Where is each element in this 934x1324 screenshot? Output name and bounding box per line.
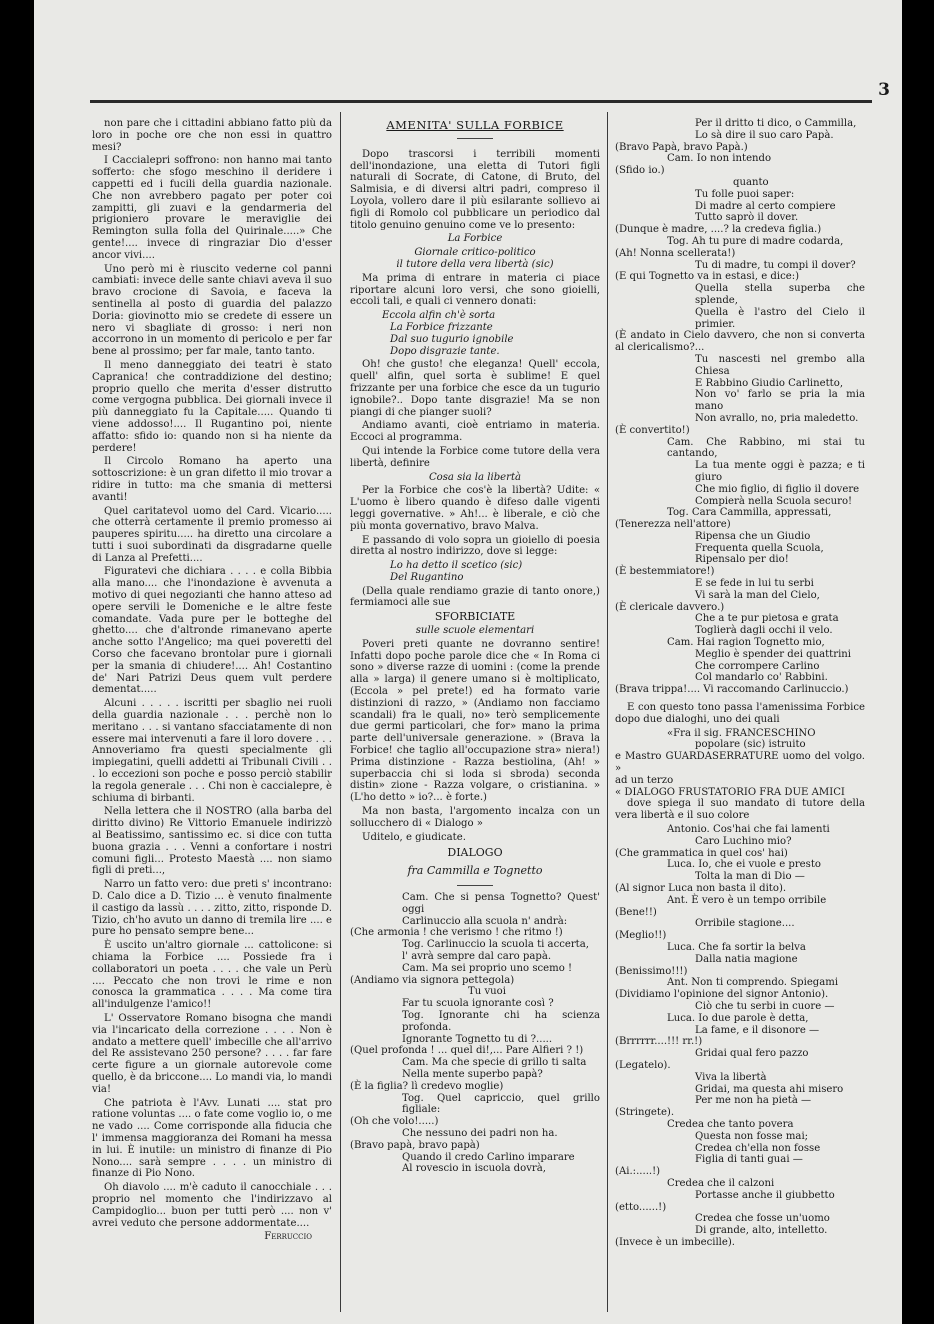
dialogue-line: Credea che tanto povera — [667, 1118, 794, 1130]
dialogue-line: (Meglio!!) — [615, 930, 667, 942]
paragraph: Uno però mi è riuscito vederne col panni cambiati: invece delle sante chiavi aveva il suo bravo crocione di Savoia, e faceva la sentinella al posto di guardia del palazzo Doria: giovinotto mio se credete di essere un nero vi sbagliate di grosso: i neri non accorrono in un momento di pericolo e per far bene al prossimo; per far male, tanto tanto. — [92, 263, 332, 358]
article-heading: AMENITA' SULLA FORBICE — [386, 118, 564, 132]
dialogue-line: Tu di madre, tu compi il dover? — [695, 259, 856, 271]
dialogue-line: Luca. Io, che ei vuole e presto — [667, 859, 821, 871]
dialogue-line: Non vo' farlo se pria la mia mano — [695, 389, 865, 413]
title-line: il tutore della vera libertà (sic) — [396, 258, 554, 270]
dialogue-line: Che corrompere Carlino — [695, 660, 820, 672]
dialogue-line: Orribile stagione.... — [695, 918, 795, 930]
paragraph: È uscito un'altro giornale ... cattolicone: si chiama la Forbice .... Possiede fra i collaboratori un poeta . . . . che vale un Perù .... Peccato che non trovi le rime e non conosca la grammatica . . . . Ma come tira all'indulgenze l'amico!! — [92, 940, 332, 1011]
paragraph: Oh! che gusto! che eleganza! Quell' eccola, quell' alfin, quel sorta è sublime! E quel frizzante per una forbice che esce da un tugurio ignobile?.. Dopo tante disgrazie! Ma se non piangi di che pianger suoli? — [350, 359, 600, 418]
dialogue-line: Antonio. Cos'hai che fai lamenti — [667, 824, 830, 836]
paragraph: Quel caritatevol uomo del Card. Vicario..... che otterrà certamente il premio promesso ai pauperes spiritu..... ha diretto una circolare a tutti i suoi subordinati da disgradarne quelle di Lanza al Prefetti.... — [92, 505, 332, 564]
paragraph: E con questo tono passa l'amenissima Forbice dopo due dialoghi, uno dei quali — [615, 702, 865, 725]
dialogue-line: Ciò che tu serbi in cuore — — [695, 1000, 835, 1012]
dialogue-line: Ignorante Tognetto tu di ?..... — [402, 1033, 553, 1045]
paragraph: E passando di volo sopra un gioiello di poesia diretta al nostro indirizzo, dove si legge: — [350, 534, 600, 558]
verse-line: Eccola alfin ch'è sorta — [382, 310, 496, 322]
dialogue-line: Quando il credo Carlino imparare — [402, 1151, 575, 1163]
section-heading: DIALOGO — [447, 846, 503, 860]
dialogue-line: Tog. Cara Cammilla, appressati, — [667, 507, 832, 519]
dialogue-line: Che nessuno dei padri non ha. — [402, 1127, 558, 1139]
dialogue-line: (Legatelo). — [615, 1059, 671, 1071]
paragraph: Ma non basta, l'argomento incalza con un sollucchero di « Dialogo » — [350, 806, 600, 829]
dialogue-line: Gridai, ma questa ahi misero — [695, 1083, 844, 1095]
intro-paragraph: Dopo trascorsi i terribili momenti dell'inondazione, una eletta di Tutori figli naturali di Socrate, di Catone, di Bruto, del Salmisia, e di diversi altri padri, compreso il Loyola, vollero dare il più esilarante sollievo ai figli di Romolo col pubblicare un periodico dal titolo genuino genuino come ve lo presento: — [350, 148, 600, 231]
dialogue-line: (È convertito!) — [615, 424, 690, 436]
dialogue-line: Credea ch'ella non fosse — [695, 1142, 821, 1154]
dialogue-line: (Dividiamo l'opinione del signor Antonio). — [615, 989, 829, 1001]
dialogue-line: Per il dritto ti dico, o Cammilla, — [695, 118, 857, 129]
dialogue-line: (Invece è un imbecille). — [615, 1236, 736, 1248]
dialogue-line: (Dunque è madre, ....? la credeva figlia.) — [615, 224, 822, 236]
dialogue-line: Toglierà dagli occhi il velo. — [695, 625, 833, 637]
subheading: sulle scuole elementari — [415, 625, 535, 637]
second-dialogue — [615, 824, 865, 1249]
dialogue-line: Tu vuoi — [468, 986, 506, 998]
subheading: Cosa sia la libertà — [428, 471, 522, 483]
dialogue-line: Che a te pur pietosa e grata — [695, 613, 839, 625]
paragraph: L' Osservatore Romano bisogna che mandi via l'incaricato della correzione . . . . Non è andato a mettere quell' imbecille che all'arrivo del Re assistevano 250 persone? . . . . far fare certe figure a un giornale autorevole come quello, è da briccone.... Lo mandi via, lo mandi via! — [92, 1012, 332, 1095]
paragraph: Alcuni . . . . . iscritti per sbaglio nei ruoli della guardia nazionale . . . perchè non lo meritano . . . si vantano sfacciatamente di non essere mai intervenuti a fare il loro dovere . . . Annoveriamo fra questi specialmente gli impiegatini, quelli addetti ai Tribunali Civili . . . lo eccezioni son poche e posso perciò stabilir la regola generale . . . Chi non è caccialepre, è schiuma di birbanti. — [92, 698, 332, 804]
dialogue-line: Di madre al certo compiere — [695, 200, 836, 212]
dialogue-line: (È bestemmiatore!) — [615, 566, 715, 578]
header-rule — [90, 100, 872, 103]
title-line: e Mastro GUARDASERRATURE uomo del volgo. » — [615, 751, 865, 775]
dialogue-line: Compierà nella Scuola securo! — [695, 495, 853, 507]
title-line: ad un terzo — [615, 774, 674, 786]
paragraph: (Della quale rendiamo grazie di tanto onore,) fermiamoci alle sue — [350, 585, 600, 609]
dialogue-line: Vi sarà la man del Cielo, — [695, 589, 820, 601]
paragraph: Andiamo avanti, cioè entriamo in materia. Eccoci al programma. — [350, 420, 600, 444]
dialogue-line: Quella è l'astro del Cielo il primier. — [695, 306, 865, 330]
dialogue-lines — [350, 892, 600, 1175]
dialogue-line: Portasse anche il giubbetto — [695, 1189, 835, 1201]
column-2 — [350, 118, 600, 1318]
signature: Ferruccio — [264, 1231, 312, 1243]
column-divider-1 — [340, 112, 341, 1312]
verse-line: Dal suo tugurio ignobile — [390, 333, 514, 345]
dialogue-line: La tua mente oggi è pazza; e ti giuro — [695, 460, 865, 483]
dialogue-line: Per me non ha pietà — — [695, 1095, 812, 1107]
paragraph: Ma prima di entrare in materia ci piace riportare alcuni loro versi, che sono gioielli, eccoli tali, e quali ci vennero donati: — [350, 272, 600, 308]
dialogue-line: Cam. Hai ragion Tognetto mio, — [667, 637, 825, 649]
dialogue-line: Tu folle puoi saper: — [695, 188, 795, 200]
dialogue-line: (Sfido io.) — [615, 165, 665, 177]
dialogue-line: Tolta la man di Dio — — [695, 871, 805, 883]
dialogue-line: (E qui Tognetto va in estasi, e dice:) — [615, 271, 800, 283]
paragraph: Per la Forbice che cos'è la libertà? Udite: « L'uomo è libero quando è difeso dalle vigenti leggi governative. » Ah!... è liberale, e ciò che più monta governativo, bravo Malva. — [350, 485, 600, 532]
paragraph: Il Circolo Romano ha aperto una sottoscrizione: è un gran difetto il mio trovar a ridire in tutto: ma che smania di mettersi avanti! — [92, 456, 332, 503]
dialogue-line: quanto — [733, 176, 769, 188]
paragraph: Oh diavolo .... m'è caduto il canocchiale . . . proprio nel momento che l'indirizzavo al Campidoglio... buon per tutti però .... non v' avrei veduto che persone addormentate.... — [92, 1182, 332, 1229]
dialogue-line: (Tenerezza nell'attore) — [615, 519, 731, 531]
dialogue-line: Cam. Che si pensa Tognetto? Quest' oggi — [402, 892, 600, 915]
dialogue-line: (Che grammatica in quel cos' hai) — [615, 847, 788, 859]
dialogue-line: Tog. Ignorante chi ha scienza profonda. — [402, 1009, 600, 1033]
paragraph: dove spiega il suo mandato di tutore della vera libertà e il suo colore — [615, 798, 865, 822]
title-line: Giornale critico-politico — [414, 247, 536, 259]
dialogue-line: Col mandarlo co' Rabbini. — [695, 672, 828, 684]
dialogue-line: Luca. Io due parole è detta, — [667, 1012, 809, 1024]
dialogue-line: (Benissimo!!!) — [615, 965, 688, 977]
dialogue-line: La fame, e il disonore — — [695, 1024, 820, 1036]
dialogue-titles — [615, 728, 865, 799]
dialogue-line: Nella mente superbo papà? — [402, 1068, 543, 1080]
title-line: La Forbice — [447, 233, 503, 245]
dialogue-continued — [615, 118, 865, 696]
dialogue-line: Meglio è spender dei quattrini — [695, 648, 852, 660]
dialogue-line: Quella stella superba che splende, — [695, 283, 865, 306]
dialogue-line: (Bene!!) — [615, 906, 657, 918]
dialogue-line: (Quel profonda ! ... quel di!,... Pare Alfieri ? !) — [350, 1045, 584, 1057]
column-1-body — [92, 118, 332, 1229]
dialogue-line: (etto......!) — [615, 1201, 667, 1213]
dialogue-line: Dalla natia magione — [695, 953, 798, 965]
dialogue-line: Cam. Ma che specie di grillo ti salta — [402, 1057, 587, 1069]
heading-rule — [457, 138, 493, 139]
dialogue-line: (È andato in Cielo davvero, che non si converta al clericalismo?... — [615, 330, 865, 354]
dialogue-line: (Che armonia ! che verismo ! che ritmo !) — [350, 927, 563, 939]
title-line: « DIALOGO FRUSTATORIO FRA DUE AMICI — [615, 786, 845, 798]
dialogue-line: Credea che il calzoni — [667, 1177, 775, 1189]
dialogue-line: Che mio figlio, di figlio il dovere — [695, 483, 860, 495]
dialogue-line: E Rabbino Giudio Carlinetto, — [695, 377, 844, 389]
column-1 — [92, 118, 332, 1318]
paragraph: Che patriota è l'Avv. Lunati .... stat pro ratione voluntas .... o fate come voglio io, o me ne vado .... Come corrisponde alla fiducia che l' immensa maggioranza dei Romani ha messa in lui. È inutile: un ministro di finanze di Pio Nono.... sarà sempre . . . . un ministro di finanze di Pio Nono. — [92, 1097, 332, 1180]
paragraph: non pare che i cittadini abbiano fatto più da loro in poche ore che non essi in quattro mesi? — [92, 118, 332, 153]
dialogue-line: (Oh che volo!.....) — [350, 1116, 439, 1128]
dialogue-line: Gridai qual fero pazzo — [695, 1048, 809, 1060]
paragraph: I Caccialepri soffrono: non hanno mai tanto sofferto: che sfogo meschino il deridere i cappetti ed i fucili della guardia nazionale. Che non avrebbero pagato per poter coi zampitti, gli zuavi e la gendarmeria del prigioniero provare le meraviglie dei Remington sulla folla del Quirinale.....» Che gente!.... invece di ringraziar Dio d'esser ancor vivi.... — [92, 155, 332, 261]
section-heading: SFORBICIATE — [434, 610, 516, 624]
page-number: 3 — [878, 80, 890, 100]
dialogue-line: Tog. Carlinuccio la scuola ti accerta, — [402, 939, 589, 951]
dialogue-line: Tu nascesti nel grembo alla Chiesa — [695, 353, 865, 377]
subheading: fra Cammilla e Tognetto — [407, 864, 543, 878]
paragraph: Uditelo, e giudicate. — [362, 831, 466, 843]
dialogue-line: (Ai.:.....!) — [615, 1166, 661, 1178]
dialogue-line: Carlinuccio alla scuola n' andrà: — [402, 915, 568, 927]
dialogue-line: Tog. Quel capriccio, quel grillo figliale: — [402, 1092, 600, 1116]
dialogue-line: Frequenta quella Scuola, — [695, 542, 824, 554]
dialogue-line: Ant. È vero è un tempo orribile — [667, 894, 827, 906]
dialogue-line: Far tu scuola ignorante così ? — [402, 998, 554, 1010]
dialogue-line: (Stringete). — [615, 1107, 675, 1119]
dialogue-line: (Ah! Nonna scellerata!) — [615, 247, 736, 259]
dialogue-line: Luca. Che fa sortir la belva — [667, 941, 806, 953]
title-line: popolare (sic) istruito — [695, 739, 806, 751]
dialogue-line: Tutto saprò il dover. — [695, 212, 799, 224]
dialogue-line: Viva la libertà — [695, 1071, 767, 1083]
column-3 — [615, 118, 865, 1318]
title-line: «Fra il sig. FRANCESCHINO — [667, 727, 816, 739]
dialogue-line: Ripensa che un Giudio — [695, 530, 811, 542]
dialogue-line: Credea che fosse un'uomo — [695, 1213, 830, 1225]
paragraph: Nella lettera che il NOSTRO (alla barba del diritto divino) Re Vittorio Emanuele indirizzò al Beatissimo, santissimo ec. si dice con tutta buona grazia . . . Venni a confortare i nostri comuni figli... Protesto Maestà .... non siamo figli di preti..., — [92, 806, 332, 877]
verse-line: La Forbice frizzante — [390, 321, 493, 333]
paragraph: Narro un fatto vero: due preti s' incontrano: D. Calo dice a D. Tizio ... è venuto finalmente il castigo da lassù . . . . zitto, zitto, risponde D. Tizio, ch'ho avuto un danno di tremila lire .... e pure ho pensato sempre bene... — [92, 879, 332, 938]
verse-line: Dopo disgrazie tante. — [390, 345, 500, 357]
dialogue-line: Figlia di tanti guai — — [695, 1154, 803, 1166]
dialogue-line: Al rovescio in iscuola dovrà, — [402, 1163, 546, 1175]
dialogue-line: (È la figlia? lì credevo moglie) — [350, 1080, 504, 1092]
quote-line: Del Rugantino — [390, 571, 464, 583]
paragraph: Poveri preti quante ne dovranno sentire! Infatti dopo poche parole dice che « In Roma ci sono » diverse razze di uomini : (come la prende alla » larga) il genere umano si è moltiplicato, (Eccola » pel prete!) ed ha formato varie distinzioni di razzo, » (Andiamo non facciamo scandali) fra le quali, no» terò semplicemente due germi particolari, che for» mano la prima parte dell'universale generazione. » (Brava la Forbice! che taglio all'occupazione stra» niera!) Prima distinzione - Razza bestiolina, (Ah! » superbaccia chi si loda si sbroda) seconda distin» zione - Razza volgare, o cristianina. » (L'ho detto » io?... è forte.) — [350, 638, 600, 804]
dialogue-line: Non avrallo, no, pria maledetto. — [695, 412, 859, 424]
dialogue-line: Tog. Ah tu pure di madre codarda, — [667, 235, 844, 247]
column-divider-2 — [607, 112, 608, 1312]
dialogue-line: Di grande, alto, intelletto. — [695, 1225, 828, 1237]
newspaper-page — [34, 0, 902, 1324]
dialogue-line: Caro Luchino mio? — [695, 835, 792, 847]
dialogue-line: l' avrà sempre dal caro papà. — [402, 951, 552, 962]
dialogue-line: (Brava trippa!.... Vi raccomando Carlinuccio.) — [615, 684, 849, 696]
dialogue-line: (Bravo Papà, bravo Papà.) — [615, 141, 748, 153]
dialogue-rule — [457, 885, 493, 886]
dialogue-line: Lo sà dire il suo caro Papà. — [695, 129, 834, 141]
dialogue-line: Cam. Ma sei proprio uno scemo ! — [402, 962, 573, 974]
paragraph: Qui intende la Forbice come tutore della vera libertà, definire — [350, 445, 600, 469]
dialogue-line: Ant. Non ti comprendo. Spiegami — [667, 977, 839, 989]
dialogue-line: Ripensalo per dio! — [695, 554, 789, 566]
dialogue-line: Cam. Che Rabbino, mi stai tu cantando, — [667, 436, 865, 460]
dialogue-line: (È clericale davvero.) — [615, 601, 725, 613]
dialogue-line: (Andiamo via signora pettegola) — [350, 974, 515, 986]
dialogue-line: E se fede in lui tu serbi — [695, 578, 814, 590]
dialogue-line: (Bravo papà, bravo papà) — [350, 1139, 480, 1151]
paragraph: Figuratevi che dichiara . . . . e colla Bibbia alla mano.... che l'inondazione è avvenuta a motivo di quei negozianti che hanno atteso ad opere servili le Domeniche e le altre feste comandate. Vada pure per le botteghe del ghetto.... che d'altronde rimanevano aperte anche sotto l'Angelico; ma quei poveretti del Corso che facevano brontolar pure i giornali per la smania di chiudere!.... Ah! Costantino de' Nari Patrizi Deus quem vult perdere dementat..... — [92, 566, 332, 696]
dialogue-line: (Al signor Luca non basta il dito). — [615, 883, 787, 894]
paragraph: Il meno danneggiato dei teatri è stato Capranica! che contraddizione del destino; proprio quello che merita d'esser distrutto come vergogna pubblica. Dei giornali invece il più danneggiato fu la Capitale..... Quando ti viene addosso!.... Il Rugantino poi, niente affatto: sfido io: quando non si ha niente da perdere! — [92, 359, 332, 454]
dialogue-line: Cam. Io non intendo — [667, 153, 772, 165]
dialogue-line: (Brrrrrr....!!! rr.!) — [615, 1036, 703, 1048]
quote-line: Lo ha detto il scetico (sic) — [390, 560, 523, 572]
dialogue-line: Questa non fosse mai; — [695, 1130, 809, 1142]
